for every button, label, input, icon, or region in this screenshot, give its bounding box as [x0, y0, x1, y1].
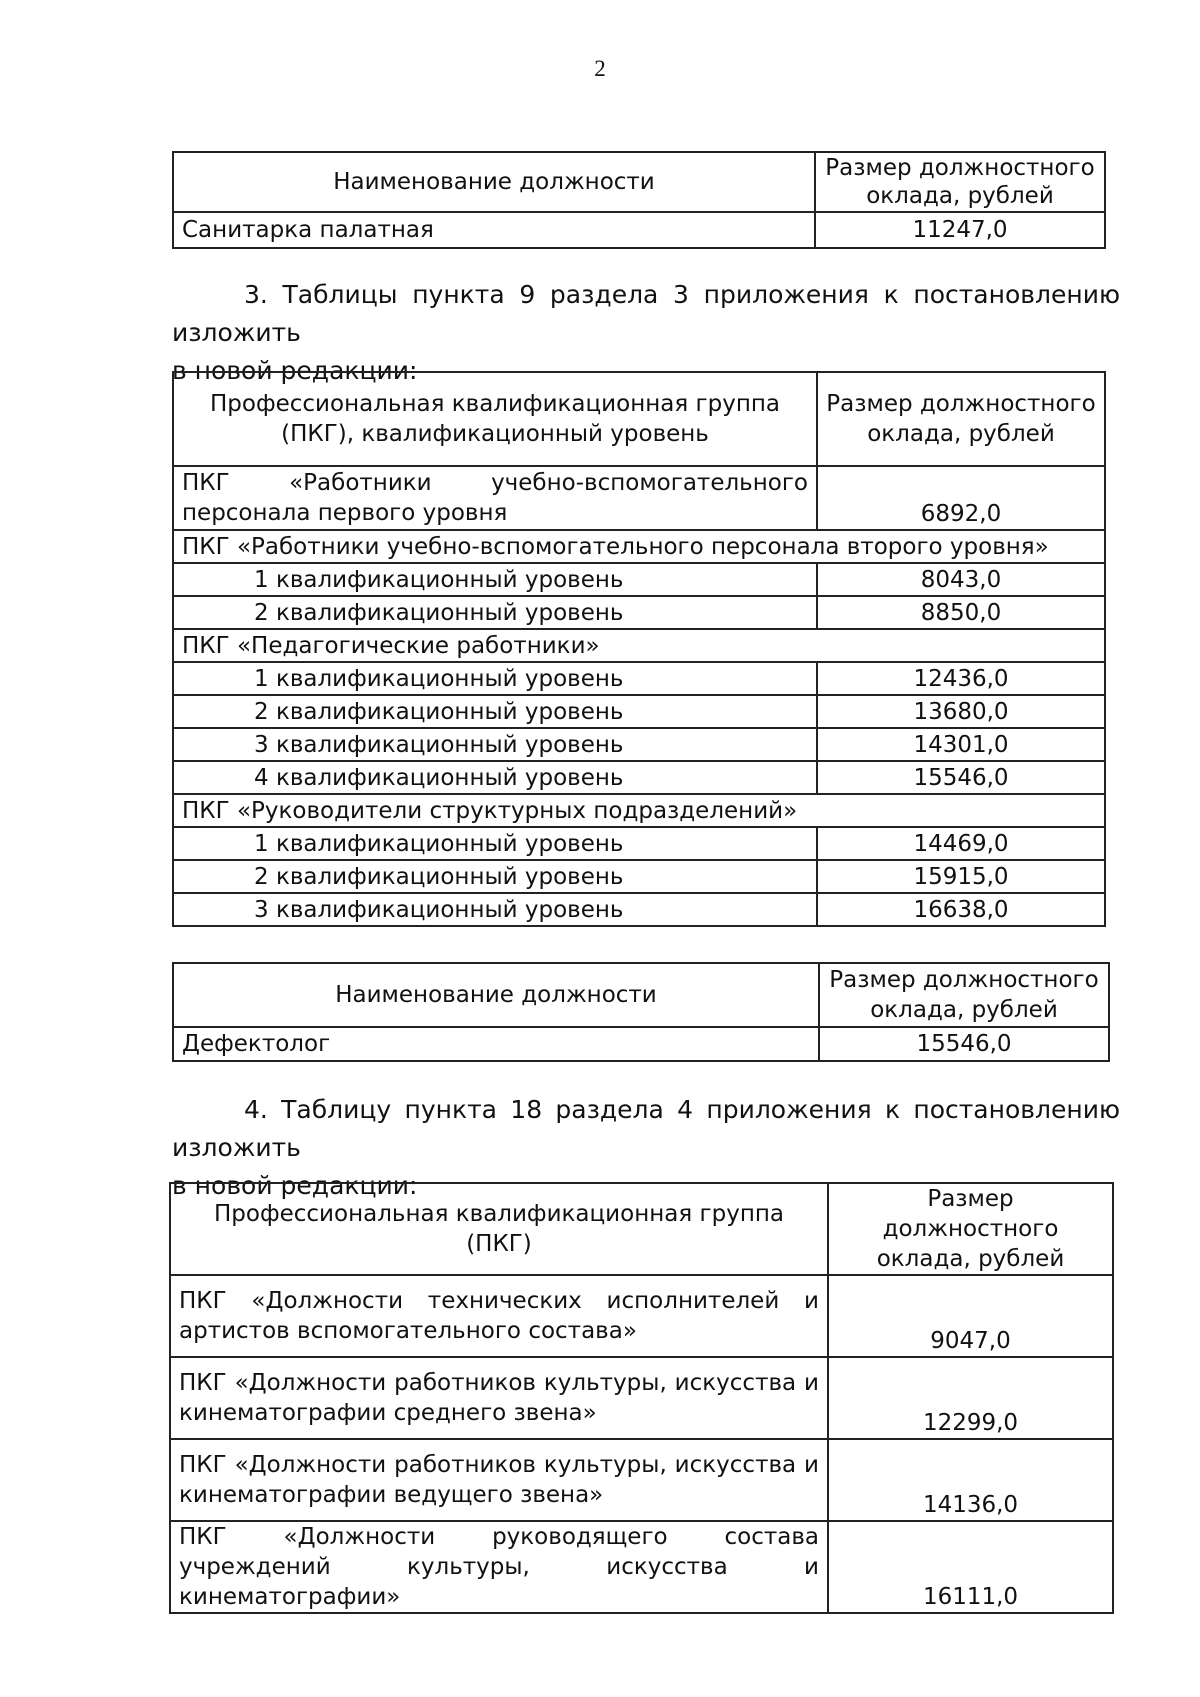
table2-pkg4-level2-label: 2 квалификационный уровень	[173, 860, 817, 893]
table-pkg-education	[172, 371, 1106, 927]
table2-pkg3-level3-label: 3 квалификационный уровень	[173, 728, 817, 761]
table2-pkg4-level1-label: 1 квалификационный уровень	[173, 827, 817, 860]
table2-pkg4-level1-value: 14469,0	[817, 827, 1105, 860]
table2-pkg3-level4-label: 4 квалификационный уровень	[173, 761, 817, 794]
table3-row-name: Дефектолог	[173, 1027, 819, 1061]
table2-pkg4-level2-value: 15915,0	[817, 860, 1105, 893]
table2-pkg3-level1-label: 1 квалификационный уровень	[173, 662, 817, 695]
table2-header-salary: Размер должностного оклада, рублей	[817, 372, 1105, 466]
table2-pkg3-level2-label: 2 квалификационный уровень	[173, 695, 817, 728]
table3-header-salary: Размер должностного оклада, рублей	[819, 963, 1109, 1027]
table3-header-name: Наименование должности	[173, 963, 819, 1027]
table3-row-value: 15546,0	[819, 1027, 1109, 1061]
table2-pkg2-level1-value: 8043,0	[817, 563, 1105, 596]
table2-header-group: Профессиональная квалификационная группа (ПКГ), квалификационный уровень	[173, 372, 817, 466]
table2-pkg2-level2-label: 2 квалификационный уровень	[173, 596, 817, 629]
table2-pkg1-value: 6892,0	[817, 466, 1105, 530]
table2-pkg3-level2-value: 13680,0	[817, 695, 1105, 728]
table-pkg-culture	[169, 1182, 1114, 1614]
table4-row4-value: 16111,0	[828, 1521, 1113, 1613]
table-position-defektolog	[172, 962, 1110, 1062]
paragraph-4-line2: в новой редакции:	[172, 1171, 418, 1200]
table4-row2-value: 12299,0	[828, 1357, 1113, 1439]
paragraph-3-line2: в новой редакции:	[172, 356, 418, 385]
table2-pkg3-level3-value: 14301,0	[817, 728, 1105, 761]
table2-pkg1-label: ПКГ «Работники учебно-вспомогательного персонала первого уровня	[173, 466, 817, 530]
table4-row1-value: 9047,0	[828, 1275, 1113, 1357]
table4-row3-value: 14136,0	[828, 1439, 1113, 1521]
table2-pkg3-level1-value: 12436,0	[817, 662, 1105, 695]
table2-pkg3-level4-value: 15546,0	[817, 761, 1105, 794]
page-number: 2	[594, 56, 606, 81]
table2-pkg4-level3-label: 3 квалификационный уровень	[173, 893, 817, 926]
table1-header-name: Наименование должности	[173, 152, 815, 212]
table2-pkg2-label: ПКГ «Работники учебно-вспомогательного персонала второго уровня»	[173, 530, 1105, 563]
table2-pkg2-level1-label: 1 квалификационный уровень	[173, 563, 817, 596]
table2-pkg2-level2-value: 8850,0	[817, 596, 1105, 629]
table-position-sanitarka	[172, 151, 1106, 249]
table1-header-salary: Размер должностного оклада, рублей	[815, 152, 1105, 212]
table1-row-name: Санитарка палатная	[173, 212, 815, 248]
paragraph-4-line1: 4. Таблицу пункта 18 раздела 4 приложения к постановлению изложить	[172, 1095, 1120, 1162]
table4-header-salary: Размер должностного оклада, рублей	[828, 1183, 1113, 1275]
table4-row4-label: ПКГ «Должности руководящего состава учреждений культуры, искусства и кинематографии»	[170, 1521, 828, 1613]
table2-pkg4-level3-value: 16638,0	[817, 893, 1105, 926]
table4-header-group: Профессиональная квалификационная группа (ПКГ)	[170, 1183, 828, 1275]
paragraph-3-line1: 3. Таблицы пункта 9 раздела 3 приложения к постановлению изложить	[172, 280, 1120, 347]
table1-row-value: 11247,0	[815, 212, 1105, 248]
table4-row2-label: ПКГ «Должности работников культуры, искусства и кинематографии среднего звена»	[170, 1357, 828, 1439]
table2-pkg4-label: ПКГ «Руководители структурных подразделений»	[173, 794, 1105, 827]
table2-pkg3-label: ПКГ «Педагогические работники»	[173, 629, 1105, 662]
table4-row1-label: ПКГ «Должности технических исполнителей и артистов вспомогательного состава»	[170, 1275, 828, 1357]
table4-row3-label: ПКГ «Должности работников культуры, искусства и кинематографии ведущего звена»	[170, 1439, 828, 1521]
